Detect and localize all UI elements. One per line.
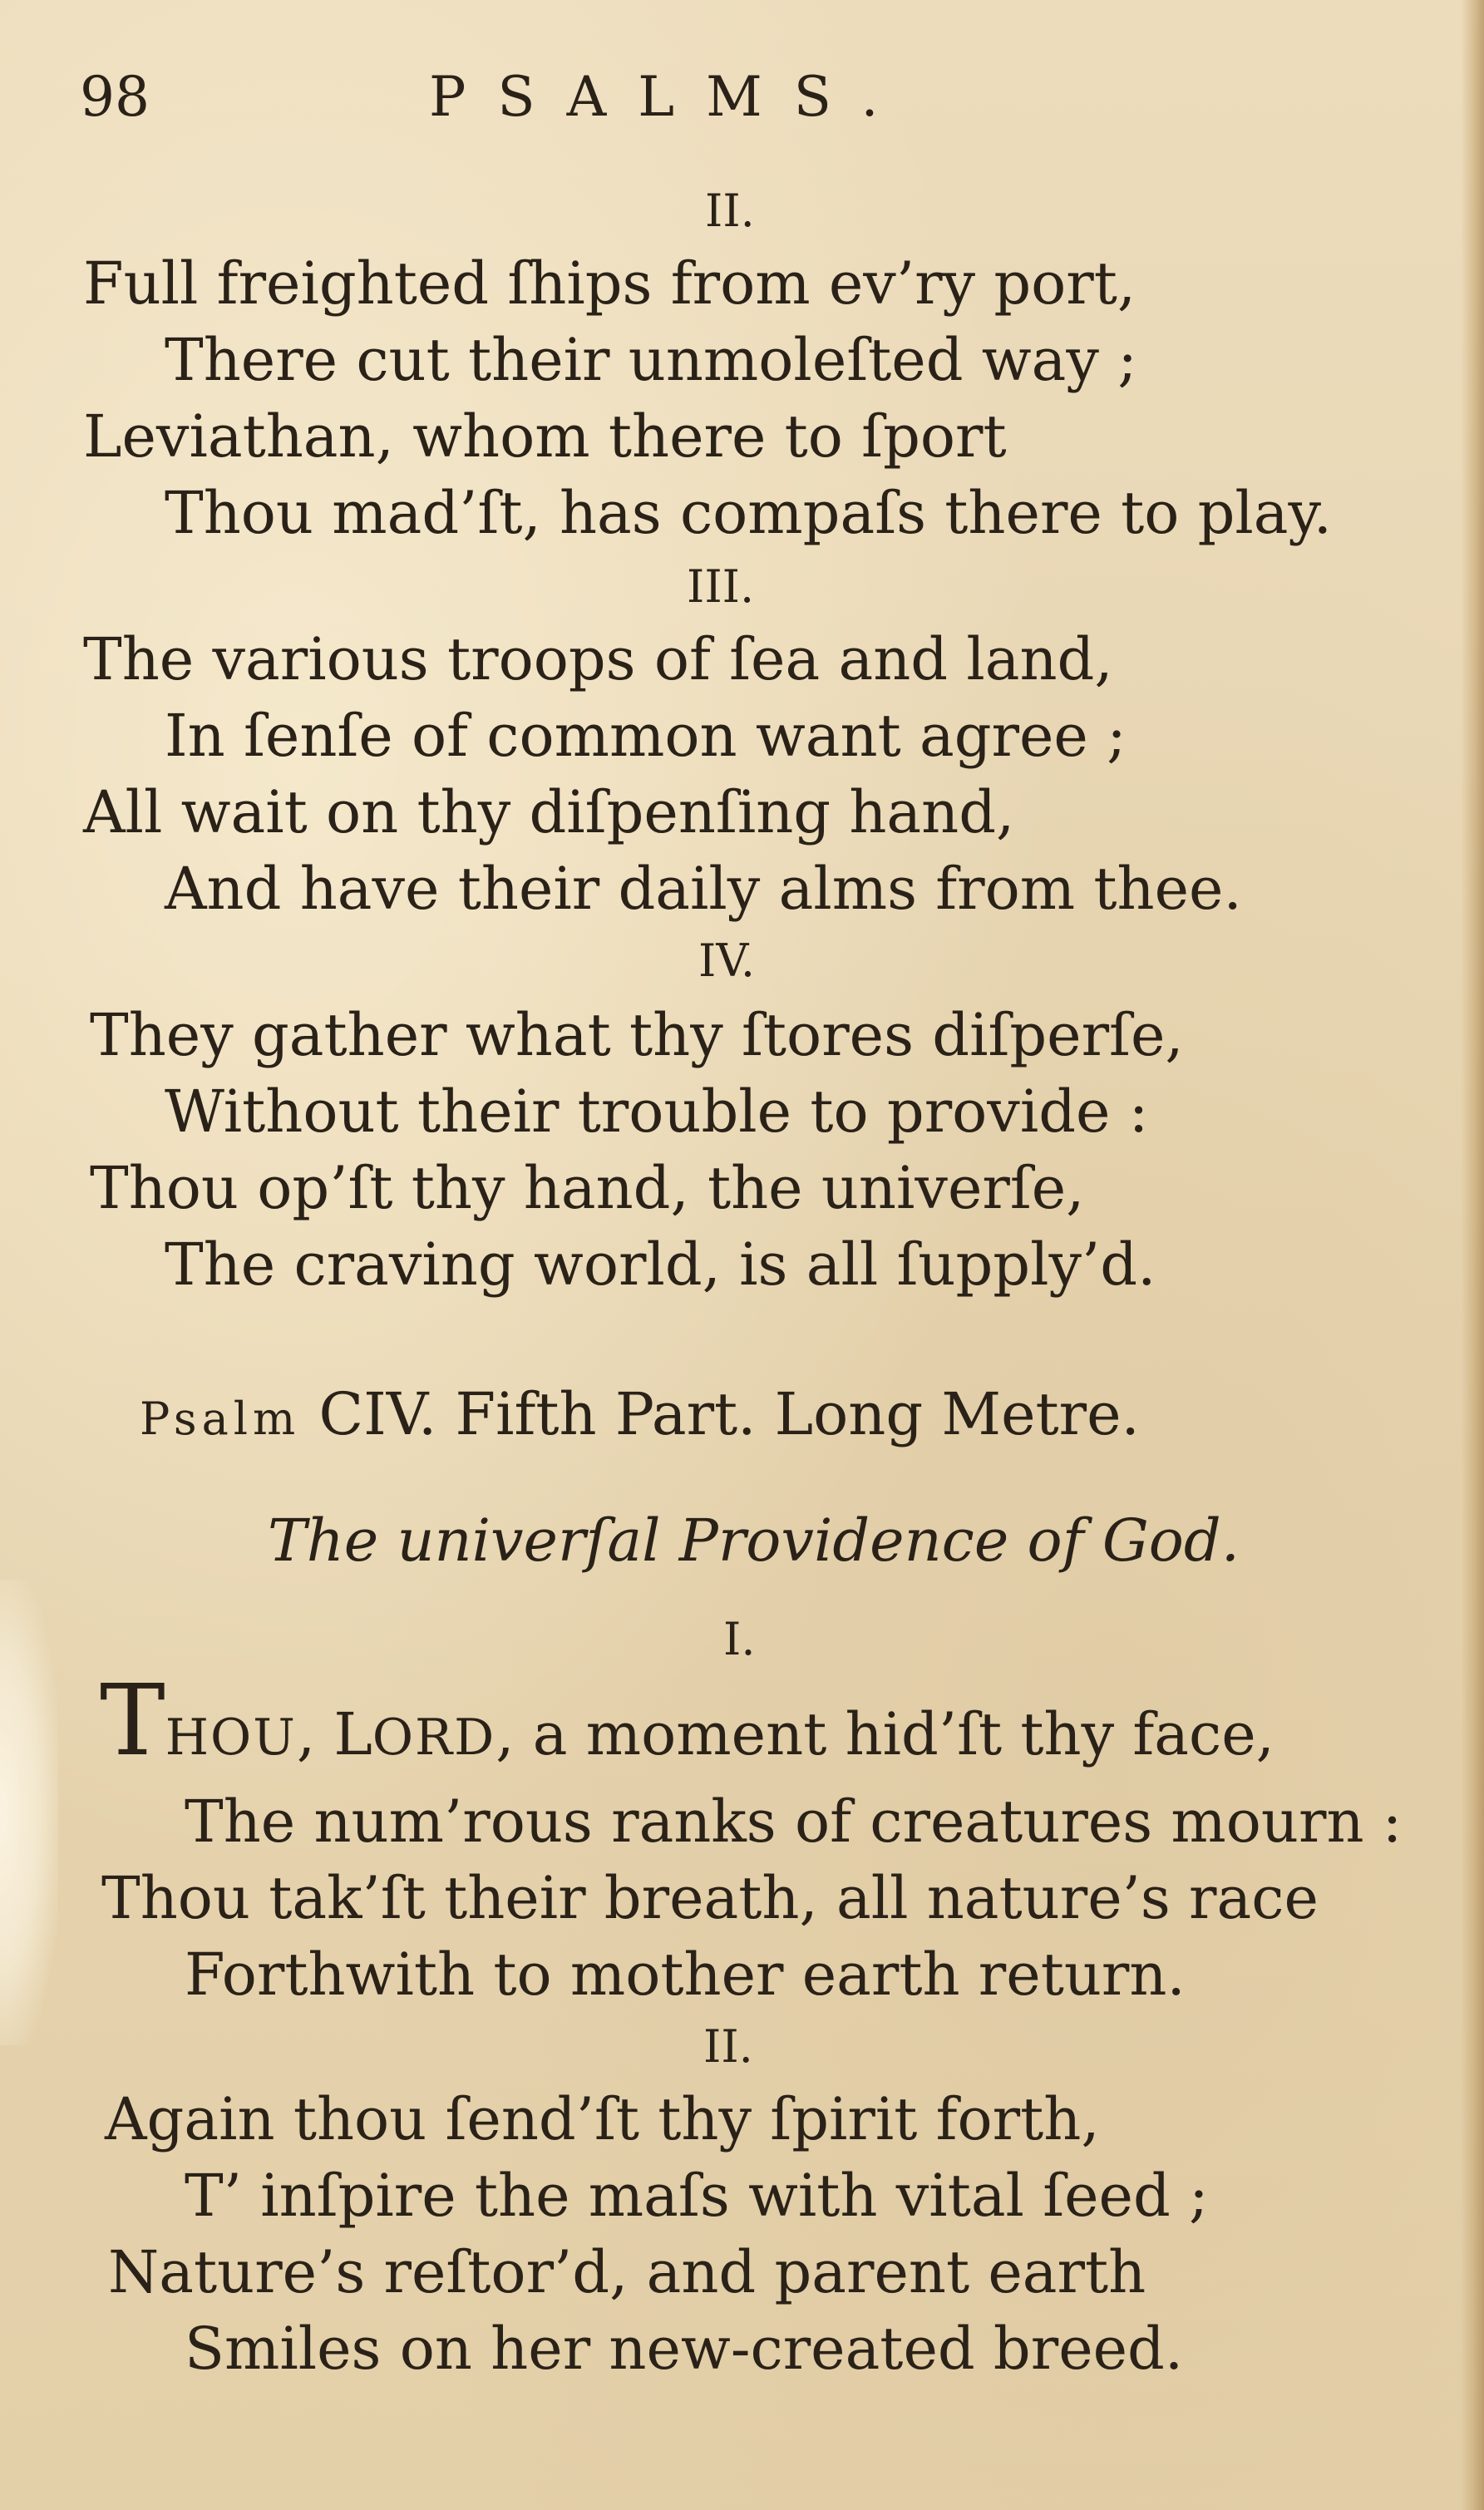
verse-line: Nature’s reſtor’d, and parent earth — [108, 2238, 1146, 2306]
verse-line: Full freighted ſhips from ev’ry port, — [83, 249, 1136, 318]
verse-line: They gather what thy ſtores diſperſe, — [90, 1001, 1184, 1069]
verse-line: And have their daily alms from thee. — [165, 855, 1242, 923]
first-word-caps: HOU — [165, 1709, 297, 1767]
verse-line: The various troops of ſea and land, — [83, 625, 1113, 693]
stanza-numeral: II. — [703, 2020, 753, 2073]
verse-line: Thou mad’ſt, has compaſs there to play. — [165, 479, 1333, 547]
verse-line-first — [100, 1663, 1274, 1778]
verse-line: Smiles on her new-created breed. — [185, 2315, 1184, 2383]
first-line-mid: , L — [296, 1700, 372, 1768]
running-head: PSALMS. — [429, 65, 910, 129]
verse-line: All wait on thy diſpenſing hand, — [83, 778, 1015, 846]
verse-line: The num’rous ranks of creatures mourn : — [185, 1788, 1403, 1856]
page-edge — [1461, 0, 1484, 2510]
lord-caps: ORD — [372, 1709, 496, 1767]
verse-line: Leviathan, whom there to ſport — [83, 402, 1007, 471]
psalm-subtitle: The univerſal Providence of God. — [268, 1506, 1240, 1575]
verse-line: Without their trouble to provide : — [165, 1077, 1149, 1146]
stanza-numeral: I. — [723, 1613, 756, 1665]
verse-line: In ſenſe of common want agree ; — [165, 702, 1127, 770]
page-number: 98 — [80, 65, 150, 129]
psalm-title — [140, 1380, 1140, 1448]
page-header — [80, 58, 1077, 133]
verse-line: Thou tak’ſt their breath, all nature’s race — [101, 1864, 1319, 1932]
verse-line: Forthwith to mother earth return. — [185, 1940, 1186, 2009]
first-line-rest: , a moment hid’ſt thy face, — [495, 1700, 1274, 1768]
verse-line: Again thou ſend’ſt thy ſpirit forth, — [105, 2085, 1100, 2153]
verse-line: The craving world, is all ſupply’d. — [165, 1230, 1156, 1299]
psalm-title-prefix: Psalm — [140, 1393, 301, 1445]
stanza-numeral: IV. — [698, 934, 756, 987]
page-fold-stain — [0, 1580, 58, 2045]
stanza-numeral: III. — [687, 560, 755, 613]
stanza-numeral: II. — [705, 185, 755, 237]
verse-line: There cut their unmoleſted way ; — [165, 326, 1137, 394]
psalm-title-rest: CIV. Fifth Part. Long Metre. — [300, 1380, 1140, 1448]
verse-line: Thou op’ſt thy hand, the univerſe, — [90, 1154, 1085, 1222]
drop-cap: T — [100, 1663, 165, 1778]
verse-line: T’ inſpire the maſs with vital ſeed ; — [185, 2162, 1209, 2230]
